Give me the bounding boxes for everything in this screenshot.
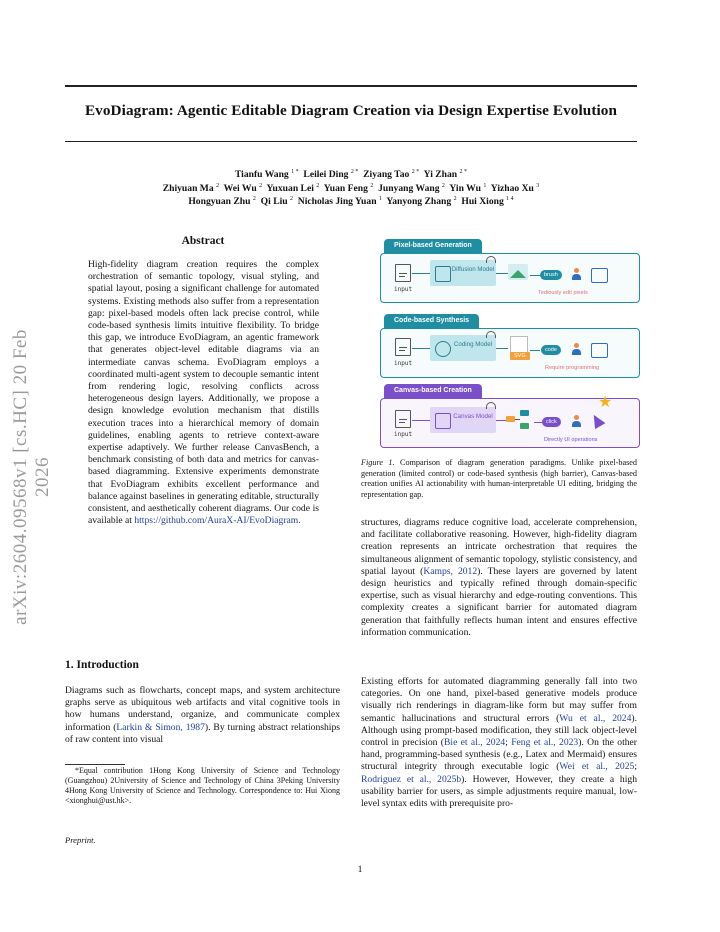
arrow-1c <box>530 275 540 276</box>
arrow-2b <box>496 348 508 349</box>
svg-badge: SVG <box>510 352 530 360</box>
citation-link[interactable]: Wu et al., 2024 <box>559 712 632 724</box>
arrow-3b <box>496 420 506 421</box>
code-icon <box>435 341 451 357</box>
preprint-label: Preprint. <box>65 835 96 845</box>
title-rule <box>65 141 637 142</box>
arrow-1b <box>496 273 508 274</box>
input-doc-icon <box>395 264 411 282</box>
input-doc-icon <box>395 338 411 356</box>
arrow-2a <box>412 348 430 349</box>
canvas-model-box: Canvas Model <box>430 407 496 433</box>
author-line-1: Tianfu Wang $^{1 *}$ Leilei Ding $^{2 *}$ Ziyang Tao $^{2 *}$ Yi Zhan $^{2 *}$ <box>234 169 468 181</box>
panel-pixel-title: Pixel-based Generation <box>384 239 482 253</box>
intro-paragraph: Diagrams such as flowcharts, concept maps, and system architecture graphs serve as ubiquitous web artifacts and vital cognitive tools in how humans understand, organize, and communicate complex information (Larkin & Simon, 1987). By turning abstract relationships of raw content into visual <box>65 685 340 745</box>
arrow-2c <box>530 350 540 351</box>
panel-canvas-title: Canvas-based Creation <box>384 384 482 398</box>
arrow-1a <box>412 273 430 274</box>
brush-action-pill: brush <box>540 270 562 280</box>
loop-icon <box>486 256 496 263</box>
coding-model-box: Coding Model <box>430 335 496 361</box>
pixel-note: Tediously edit pixels <box>538 290 588 296</box>
input-label-1: input <box>394 286 413 293</box>
user-icon <box>572 343 581 355</box>
code-tool-icon <box>591 343 608 358</box>
right-paragraph-2: Existing efforts for automated diagramming generally fall into two categories. On one hand, pixel-based generative models produce visually rich renderings in diagram-like form but may suffer from semantic hallucinations and structural errors (Wu et al., 2024). Although using prompt-based modification, they still lack object-level control in precision (Bie et al., 2024; Feng et al., 2023). On the other hand, programming-based synthesis (e.g., Latex and Mermaid) ensures structural integrity through executable logic (Wei et al., 2025; Rodriguez et al., 2025b). However, However, they create a high usability barrier for users, as simple adjustments require manual, low-level syntax edits with prerequisite pro- <box>361 676 637 810</box>
input-label-3: input <box>394 431 413 438</box>
citation-link[interactable]: Wei et al., 2025 <box>559 761 635 773</box>
input-label-2: input <box>394 360 413 367</box>
user-icon <box>572 268 581 280</box>
author-line-2: Zhiyuan Ma $^2$ Wei Wu $^2$ Yuxuan Lei $^2$ Yuan Feng $^2$ Junyang Wang $^2$ Yin Wu $^1$ Yizhao Xu $^3$ <box>162 183 540 195</box>
code-link[interactable]: https://github.com/AuraX-AI/EvoDiagram. <box>134 515 301 527</box>
top-rule <box>65 85 637 87</box>
citation-link[interactable]: Larkin & Simon, 1987 <box>116 721 205 733</box>
footnote-rule <box>65 764 125 765</box>
canvas-note: Directly UI operations <box>544 437 598 443</box>
user-icon <box>572 415 581 427</box>
click-action-pill: click <box>542 417 561 427</box>
arrow-3a <box>412 420 430 421</box>
abstract-heading: Abstract <box>181 235 225 247</box>
code-note: Require programming <box>545 365 600 371</box>
image-output-icon <box>508 264 528 280</box>
code-action-pill: code <box>541 345 561 355</box>
paper-title: EvoDiagram: Agentic Editable Diagram Creation via Design Expertise Evolution <box>84 102 618 119</box>
arrow-3c <box>534 422 542 423</box>
loop-icon <box>486 331 496 338</box>
footnote: *Equal contribution 1Hong Kong University of Science and Technology (Guangzhou) 2University of Science and Technology of China 3Peking University 4Hong Kong University of Science and Technology. Correspondence to: Hui Xiong <xionghui@ust.hk>. <box>65 766 340 805</box>
diffusion-icon <box>435 266 451 282</box>
arxiv-stamp: arXiv:2604.09568v1 [cs.HC] 20 Feb 2026 <box>10 329 53 625</box>
citation-link[interactable]: Kamps, 2012 <box>423 565 478 577</box>
diffusion-model-box: Diffusion Model <box>430 260 496 286</box>
intro-heading: 1. Introduction <box>65 659 139 671</box>
citation-link[interactable]: Bie et al., 2024 <box>444 737 506 749</box>
citation-link[interactable]: Rodriguez et al., 2025b <box>361 773 462 785</box>
canvas-icon <box>435 413 451 429</box>
input-doc-icon <box>395 410 411 428</box>
star-icon: ★ <box>598 392 613 411</box>
panel-code-title: Code-based Synthesis <box>384 314 479 328</box>
author-line-3: Hongyuan Zhu $^2$ Qi Liu $^2$ Nicholas Jing Yuan $^1$ Yanyong Zhang $^2$ Hui Xiong $^{1 4}$ <box>188 196 514 208</box>
brush-tool-icon <box>591 268 608 283</box>
diagram-output-icon <box>506 410 536 430</box>
right-paragraph-1: structures, diagrams reduce cognitive load, accelerate comprehension, and facilitate collaborative reasoning. However, high-fidelity diagram creation represents an intricate orchestration that requires the simultaneous alignment of semantic topology, stylistic consistency, and spatial layout (Kamps, 2012). These layers are governed by latent design heuristics and typically refined through domain-specific expertise, such as visual hierarchy and edge-routing conventions. This complexity creates a significant barrier for automated diagram generation that faithfully reflects human intent and ensures effective information communication. <box>361 517 638 638</box>
figure-caption: Figure 1. Comparison of diagram generation paradigms. Unlike pixel-based generation (limited control) or code-based synthesis (high barrier), Canvas-based creation unifies AI actionability with human-interpretable UI editing, bridging the representation gap. <box>361 458 637 499</box>
loop-icon <box>486 402 496 409</box>
citation-link[interactable]: Feng et al., 2023 <box>511 737 579 749</box>
page-number: 1 <box>357 864 363 875</box>
abstract-text: High-fidelity diagram creation requires the complex orchestration of semantic topology, visual styling, and spatial layout, posing a significant challenge for automated systems. Existing methods also suffer from a representation gap: pixel-based models often lack precise control, while code-based synthesis limits intuitive flexibility. To bridge this gap, we introduce EvoDiagram, an agentic framework that generates object-level editable diagrams via an intermediate canvas schema. EvoDiagram employs a coordinated multi-agent system to decouple semantic intent from rendering logic, resolving conflicts across heterogeneous design layers. Additionally, we propose a design knowledge evolution mechanism that distills execution traces into a hierarchical memory of domain guidelines, enabling agents to retrieve context-aware expertise adaptively. We further release CanvasBench, a benchmark consisting of both data and metrics for canvas-based diagramming. Extensive experiments demonstrate that EvoDiagram exhibits excellent performance and balance against baselines in generating editable, structurally consistent, and aesthetically coherent diagrams. Our code is available at https://github.com/AuraX-AI/EvoDiagram. <box>88 259 319 527</box>
